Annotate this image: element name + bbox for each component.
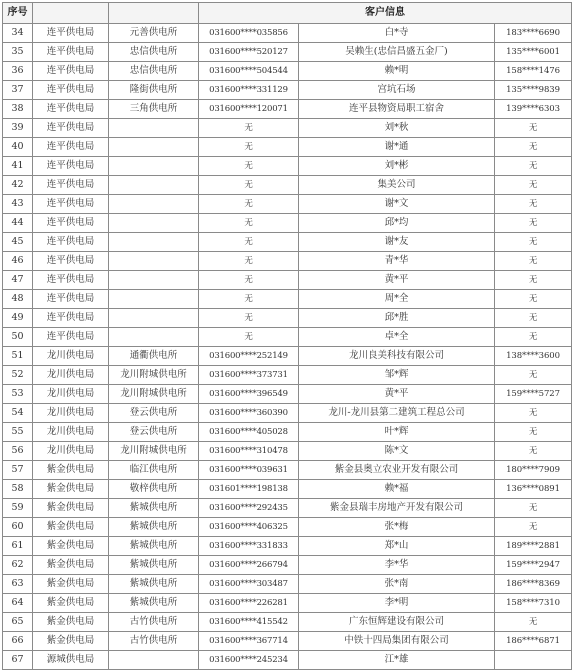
cell-serial-number: 63 <box>3 575 33 594</box>
table-row <box>3 537 572 556</box>
cell-account-number: 无 <box>199 252 299 271</box>
table-row <box>3 366 572 385</box>
cell-account-number: 无 <box>199 233 299 252</box>
cell-phone-number: 138****3600 <box>495 347 572 366</box>
cell-account-number: 无 <box>199 328 299 347</box>
cell-serial-number: 66 <box>3 632 33 651</box>
cell-account-number: 031600****303487 <box>199 575 299 594</box>
cell-customer-name: 龙川-龙川县第二建筑工程总公司 <box>299 404 495 423</box>
cell-phone-number: 186****8369 <box>495 575 572 594</box>
cell-power-station <box>109 119 199 138</box>
table-row <box>3 43 572 62</box>
cell-power-station: 元善供电所 <box>109 24 199 43</box>
cell-serial-number: 52 <box>3 366 33 385</box>
cell-customer-name: 邹*辉 <box>299 366 495 385</box>
cell-customer-name: 龙川良美科技有限公司 <box>299 347 495 366</box>
cell-power-bureau: 连平供电局 <box>33 309 109 328</box>
cell-power-station: 龙川附城供电所 <box>109 442 199 461</box>
cell-phone-number: 无 <box>495 157 572 176</box>
cell-power-bureau: 紫金供电局 <box>33 632 109 651</box>
cell-power-bureau: 连平供电局 <box>33 138 109 157</box>
table-header-row <box>3 3 572 24</box>
cell-serial-number: 45 <box>3 233 33 252</box>
cell-power-station: 紫城供电所 <box>109 556 199 575</box>
cell-power-bureau: 连平供电局 <box>33 176 109 195</box>
cell-customer-name: 谢*文 <box>299 195 495 214</box>
cell-customer-name: 李*华 <box>299 556 495 575</box>
cell-power-bureau: 紫金供电局 <box>33 461 109 480</box>
cell-account-number: 031600****120071 <box>199 100 299 119</box>
cell-power-station <box>109 651 199 670</box>
cell-account-number: 无 <box>199 214 299 233</box>
cell-serial-number: 64 <box>3 594 33 613</box>
cell-customer-name: 周*全 <box>299 290 495 309</box>
cell-phone-number: 无 <box>495 176 572 195</box>
table-row <box>3 499 572 518</box>
cell-serial-number: 50 <box>3 328 33 347</box>
cell-power-bureau: 连平供电局 <box>33 24 109 43</box>
cell-power-bureau: 紫金供电局 <box>33 594 109 613</box>
cell-power-station <box>109 138 199 157</box>
table-row <box>3 442 572 461</box>
cell-power-station: 紫城供电所 <box>109 499 199 518</box>
cell-serial-number: 35 <box>3 43 33 62</box>
cell-customer-name: 郑*山 <box>299 537 495 556</box>
cell-power-station: 紫城供电所 <box>109 594 199 613</box>
cell-serial-number: 61 <box>3 537 33 556</box>
table-row <box>3 328 572 347</box>
table-row <box>3 404 572 423</box>
cell-account-number: 031600****415542 <box>199 613 299 632</box>
cell-account-number: 031600****405028 <box>199 423 299 442</box>
cell-power-station: 忠信供电所 <box>109 62 199 81</box>
cell-phone-number: 无 <box>495 252 572 271</box>
cell-account-number: 031600****035856 <box>199 24 299 43</box>
table-row <box>3 157 572 176</box>
cell-serial-number: 56 <box>3 442 33 461</box>
cell-serial-number: 44 <box>3 214 33 233</box>
cell-customer-name: 广东恒辉建设有限公司 <box>299 613 495 632</box>
cell-power-bureau: 紫金供电局 <box>33 537 109 556</box>
cell-account-number: 031600****266794 <box>199 556 299 575</box>
cell-phone-number: 无 <box>495 290 572 309</box>
cell-phone-number: 无 <box>495 613 572 632</box>
table-row <box>3 176 572 195</box>
cell-phone-number: 无 <box>495 233 572 252</box>
cell-account-number: 无 <box>199 138 299 157</box>
cell-serial-number: 55 <box>3 423 33 442</box>
cell-customer-name: 黄*平 <box>299 385 495 404</box>
cell-phone-number: 无 <box>495 195 572 214</box>
cell-phone-number: 无 <box>495 423 572 442</box>
cell-power-bureau: 龙川供电局 <box>33 404 109 423</box>
cell-power-bureau: 连平供电局 <box>33 252 109 271</box>
cell-phone-number: 无 <box>495 442 572 461</box>
cell-power-bureau: 紫金供电局 <box>33 480 109 499</box>
cell-customer-name: 吴赖生(忠信昌盛五金厂) <box>299 43 495 62</box>
cell-account-number: 031600****310478 <box>199 442 299 461</box>
cell-customer-name: 刘*彬 <box>299 157 495 176</box>
cell-power-station <box>109 328 199 347</box>
cell-account-number: 031600****039631 <box>199 461 299 480</box>
cell-phone-number: 136****0891 <box>495 480 572 499</box>
cell-power-station: 登云供电所 <box>109 423 199 442</box>
cell-serial-number: 34 <box>3 24 33 43</box>
cell-phone-number: 135****9839 <box>495 81 572 100</box>
cell-customer-name: 李*明 <box>299 594 495 613</box>
cell-account-number: 031600****331129 <box>199 81 299 100</box>
cell-phone-number: 189****2881 <box>495 537 572 556</box>
cell-serial-number: 51 <box>3 347 33 366</box>
cell-power-station <box>109 309 199 328</box>
cell-customer-name: 赖*福 <box>299 480 495 499</box>
cell-serial-number: 49 <box>3 309 33 328</box>
cell-phone-number: 无 <box>495 366 572 385</box>
table-row <box>3 385 572 404</box>
cell-power-station: 古竹供电所 <box>109 632 199 651</box>
cell-account-number: 031600****373731 <box>199 366 299 385</box>
cell-power-bureau: 连平供电局 <box>33 81 109 100</box>
cell-customer-name: 刘*秋 <box>299 119 495 138</box>
table-row <box>3 81 572 100</box>
table-row <box>3 119 572 138</box>
cell-power-station <box>109 252 199 271</box>
cell-power-station <box>109 157 199 176</box>
cell-customer-name: 集美公司 <box>299 176 495 195</box>
cell-power-station <box>109 271 199 290</box>
cell-account-number: 031600****226281 <box>199 594 299 613</box>
cell-power-bureau: 龙川供电局 <box>33 366 109 385</box>
cell-power-bureau: 连平供电局 <box>33 328 109 347</box>
cell-customer-name: 青*华 <box>299 252 495 271</box>
cell-serial-number: 41 <box>3 157 33 176</box>
table-row <box>3 309 572 328</box>
cell-account-number: 031600****520127 <box>199 43 299 62</box>
table-row <box>3 423 572 442</box>
cell-customer-name: 白*寺 <box>299 24 495 43</box>
cell-account-number: 无 <box>199 290 299 309</box>
cell-customer-name: 张*梅 <box>299 518 495 537</box>
table-row <box>3 518 572 537</box>
cell-customer-name: 邱*均 <box>299 214 495 233</box>
cell-serial-number: 54 <box>3 404 33 423</box>
header-blank <box>109 3 199 24</box>
cell-power-bureau: 连平供电局 <box>33 271 109 290</box>
cell-power-bureau: 连平供电局 <box>33 233 109 252</box>
cell-phone-number: 183****6690 <box>495 24 572 43</box>
cell-phone-number: 无 <box>495 119 572 138</box>
cell-serial-number: 53 <box>3 385 33 404</box>
cell-account-number: 031600****245234 <box>199 651 299 670</box>
cell-phone-number: 无 <box>495 499 572 518</box>
cell-serial-number: 62 <box>3 556 33 575</box>
cell-power-bureau: 紫金供电局 <box>33 575 109 594</box>
cell-power-station: 龙川附城供电所 <box>109 366 199 385</box>
cell-serial-number: 37 <box>3 81 33 100</box>
cell-customer-name: 叶*辉 <box>299 423 495 442</box>
cell-serial-number: 42 <box>3 176 33 195</box>
cell-power-station <box>109 195 199 214</box>
cell-phone-number: 159****2947 <box>495 556 572 575</box>
table-row <box>3 651 572 670</box>
cell-phone-number: 无 <box>495 404 572 423</box>
cell-account-number: 无 <box>199 119 299 138</box>
header-serial-number: 序号 <box>3 3 33 24</box>
cell-customer-name: 紫金县奥立农业开发有限公司 <box>299 461 495 480</box>
table-row <box>3 461 572 480</box>
cell-power-station <box>109 176 199 195</box>
cell-account-number: 无 <box>199 271 299 290</box>
cell-phone-number: 180****7909 <box>495 461 572 480</box>
cell-serial-number: 57 <box>3 461 33 480</box>
cell-account-number: 031600****367714 <box>199 632 299 651</box>
cell-account-number: 031600****504544 <box>199 62 299 81</box>
cell-customer-name: 宫坑石场 <box>299 81 495 100</box>
cell-serial-number: 40 <box>3 138 33 157</box>
cell-account-number: 无 <box>199 309 299 328</box>
cell-account-number: 031600****406325 <box>199 518 299 537</box>
cell-power-bureau: 连平供电局 <box>33 195 109 214</box>
cell-power-station: 龙川附城供电所 <box>109 385 199 404</box>
cell-serial-number: 59 <box>3 499 33 518</box>
cell-serial-number: 48 <box>3 290 33 309</box>
cell-serial-number: 60 <box>3 518 33 537</box>
cell-power-bureau: 紫金供电局 <box>33 518 109 537</box>
cell-power-station: 通衢供电所 <box>109 347 199 366</box>
cell-power-bureau: 龙川供电局 <box>33 385 109 404</box>
cell-serial-number: 58 <box>3 480 33 499</box>
cell-account-number: 无 <box>199 195 299 214</box>
cell-power-bureau: 紫金供电局 <box>33 613 109 632</box>
cell-power-station: 紫城供电所 <box>109 537 199 556</box>
cell-power-station <box>109 233 199 252</box>
cell-power-bureau: 连平供电局 <box>33 157 109 176</box>
cell-customer-name: 谢*友 <box>299 233 495 252</box>
cell-customer-name: 卓*全 <box>299 328 495 347</box>
cell-power-bureau: 龙川供电局 <box>33 423 109 442</box>
cell-customer-name: 紫金县瑞丰房地产开发有限公司 <box>299 499 495 518</box>
cell-phone-number: 无 <box>495 214 572 233</box>
cell-customer-name: 陈*文 <box>299 442 495 461</box>
cell-customer-name: 连平县物资局职工宿舍 <box>299 100 495 119</box>
table-row <box>3 290 572 309</box>
table-row <box>3 62 572 81</box>
cell-phone-number: 无 <box>495 518 572 537</box>
cell-serial-number: 36 <box>3 62 33 81</box>
cell-serial-number: 43 <box>3 195 33 214</box>
cell-customer-name: 中铁十四局集团有限公司 <box>299 632 495 651</box>
cell-serial-number: 39 <box>3 119 33 138</box>
cell-customer-name: 黄*平 <box>299 271 495 290</box>
cell-power-station: 隆街供电所 <box>109 81 199 100</box>
table-row <box>3 252 572 271</box>
cell-customer-name: 邱*胜 <box>299 309 495 328</box>
cell-account-number: 031600****360390 <box>199 404 299 423</box>
cell-power-station: 临江供电所 <box>109 461 199 480</box>
cell-power-bureau: 龙川供电局 <box>33 442 109 461</box>
cell-serial-number: 38 <box>3 100 33 119</box>
table-row <box>3 138 572 157</box>
cell-power-bureau: 连平供电局 <box>33 100 109 119</box>
cell-serial-number: 65 <box>3 613 33 632</box>
table-row <box>3 195 572 214</box>
cell-customer-name: 江*雄 <box>299 651 495 670</box>
cell-phone-number: 135****6001 <box>495 43 572 62</box>
cell-power-station: 三角供电所 <box>109 100 199 119</box>
table-row <box>3 632 572 651</box>
cell-power-station: 敬梓供电所 <box>109 480 199 499</box>
cell-serial-number: 46 <box>3 252 33 271</box>
cell-power-bureau: 源城供电局 <box>33 651 109 670</box>
table-row <box>3 24 572 43</box>
header-blank <box>33 3 109 24</box>
cell-phone-number: 158****1476 <box>495 62 572 81</box>
cell-phone-number: 无 <box>495 138 572 157</box>
cell-account-number: 031600****252149 <box>199 347 299 366</box>
cell-power-bureau: 连平供电局 <box>33 119 109 138</box>
cell-power-station: 忠信供电所 <box>109 43 199 62</box>
table-row <box>3 575 572 594</box>
header-customer-info: 客户信息 <box>199 3 572 24</box>
cell-phone-number <box>495 651 572 670</box>
cell-phone-number: 无 <box>495 309 572 328</box>
cell-phone-number: 158****7310 <box>495 594 572 613</box>
table-row <box>3 233 572 252</box>
cell-power-station <box>109 290 199 309</box>
cell-power-station: 紫城供电所 <box>109 575 199 594</box>
cell-power-station: 登云供电所 <box>109 404 199 423</box>
cell-phone-number: 无 <box>495 328 572 347</box>
cell-power-bureau: 连平供电局 <box>33 214 109 233</box>
cell-power-station: 古竹供电所 <box>109 613 199 632</box>
table-row <box>3 613 572 632</box>
table-row <box>3 214 572 233</box>
table-row <box>3 347 572 366</box>
cell-account-number: 031600****292435 <box>199 499 299 518</box>
cell-power-station: 紫城供电所 <box>109 518 199 537</box>
table-row <box>3 556 572 575</box>
table-row <box>3 480 572 499</box>
cell-customer-name: 谢*通 <box>299 138 495 157</box>
cell-phone-number: 186****6871 <box>495 632 572 651</box>
table-row <box>3 100 572 119</box>
table-row <box>3 271 572 290</box>
customer-info-table <box>2 2 572 670</box>
cell-phone-number: 159****5727 <box>495 385 572 404</box>
cell-account-number: 031600****396549 <box>199 385 299 404</box>
cell-phone-number: 139****6303 <box>495 100 572 119</box>
cell-customer-name: 张*南 <box>299 575 495 594</box>
cell-account-number: 无 <box>199 176 299 195</box>
cell-power-bureau: 连平供电局 <box>33 62 109 81</box>
cell-power-bureau: 紫金供电局 <box>33 556 109 575</box>
cell-serial-number: 47 <box>3 271 33 290</box>
cell-power-bureau: 龙川供电局 <box>33 347 109 366</box>
cell-power-station <box>109 214 199 233</box>
cell-account-number: 031601****198138 <box>199 480 299 499</box>
cell-power-bureau: 连平供电局 <box>33 290 109 309</box>
table-row <box>3 594 572 613</box>
cell-customer-name: 赖*明 <box>299 62 495 81</box>
cell-power-bureau: 紫金供电局 <box>33 499 109 518</box>
cell-account-number: 031600****331833 <box>199 537 299 556</box>
cell-phone-number: 无 <box>495 271 572 290</box>
cell-power-bureau: 连平供电局 <box>33 43 109 62</box>
cell-serial-number: 67 <box>3 651 33 670</box>
cell-account-number: 无 <box>199 157 299 176</box>
